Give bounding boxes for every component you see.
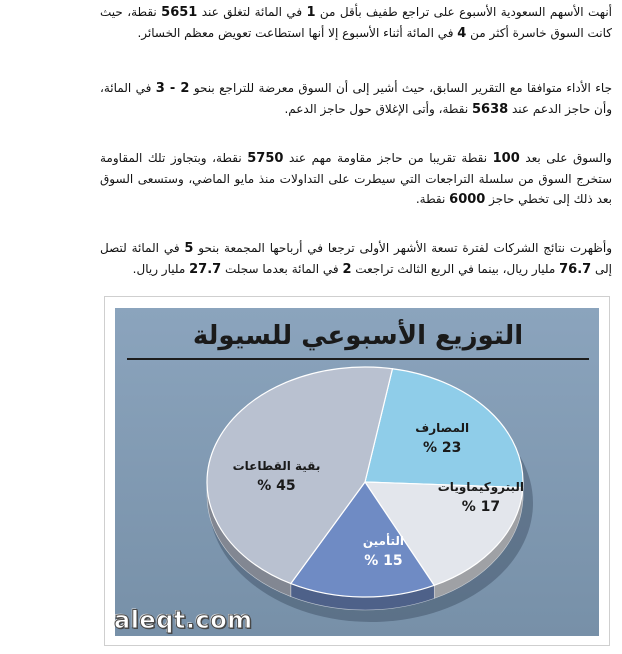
slice-value-2: % 15 [364,552,403,569]
chart-title: التوزيع الأسبوعي للسيولة [192,321,524,351]
article-body [100,2,613,277]
slice-label-2: التأمين [362,533,404,548]
watermark-logo: aleqt.com [114,606,253,634]
pie-chart-figure [104,296,610,646]
slice-value-1: % 17 [461,498,501,515]
paragraph-4: وأظهرت نتائج الشركات لفترة تسعة الأشهر الأولى ترجعا في أرباحها المجمعة بنحو 5 في المائة لتصل إلى 76.7 مليار ريال، بينما في الربع الثالث تراجعت 2 في المائة بعدما سجلت 27.7 مليار ريال. [100,241,612,277]
slice-label-1: البتروكيماويات [437,479,525,494]
chart-background [115,308,599,636]
slice-label-0: المصارف [415,421,470,436]
pie-chart [115,308,599,636]
paragraph-3: والسوق على بعد 100 نقطة تقريبا من حاجز مقاومة مهم عند 5750 نقطة، وبتجاوز تلك المقاومة ستخرج السوق من سلسلة التراجعات التي سيطرت على التداولات منذ مايو الماضي، وستسعى السوق بعد ذلك إلى تخطي حاجز 6000 نقطة. [100,151,612,207]
paragraph-2: جاء الأداء متوافقا مع التقرير السابق، حيث أشير إلى أن السوق معرضة للتراجع بنحو 2 - 3 في المائة، وأن حاجز الدعم عند 5638 نقطة، وأتى الإغلاق حول حاجز الدعم. [100,81,612,117]
slice-value-0: % 23 [422,440,462,457]
paragraph-1: أنهت الأسهم السعودية الأسبوع على تراجع طفيف بأقل من 1 في المائة لتغلق عند 5651 نقطة، حيث كانت السوق خاسرة أكثر من 4 في المائة أثناء الأسبوع إلا أنها استطاعت تعويض معظم الخسائر. [100,5,613,41]
slice-value-3: % 45 [257,478,296,495]
slice-label-3: بقية القطاعات [232,459,321,474]
